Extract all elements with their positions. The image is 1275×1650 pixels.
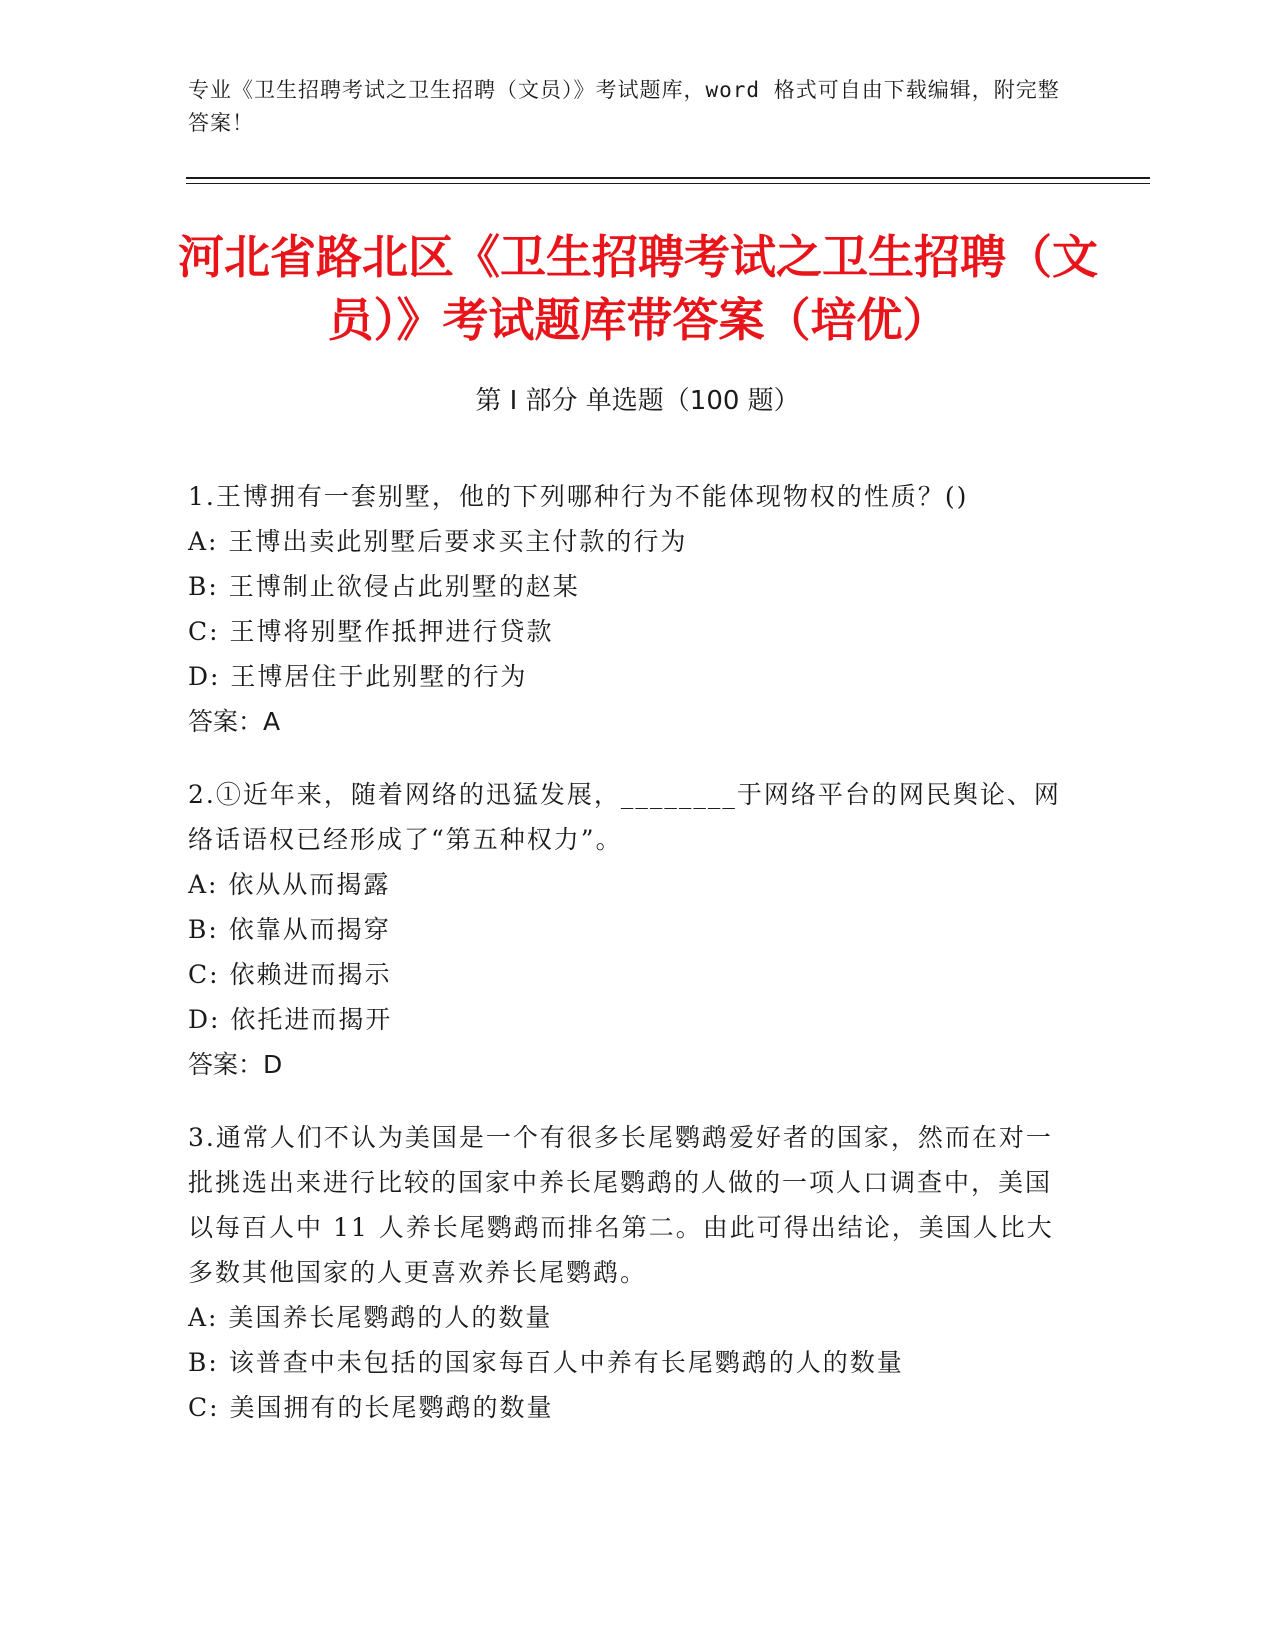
question-text: 1.王博拥有一套别墅，他的下列哪种行为不能体现物权的性质？()	[188, 482, 969, 511]
header-note: 专业《卫生招聘考试之卫生招聘（文员）》考试题库，word 格式可自由下载编辑，附完整答案！	[188, 78, 1060, 135]
option-b: B: 该普查中未包括的国家每百人中养有长尾鹦鹉的人的数量	[188, 1348, 904, 1377]
option-a: A: 王博出卖此别墅后要求买主付款的行为	[188, 527, 688, 556]
option-c: C: 美国拥有的长尾鹦鹉的数量	[188, 1393, 554, 1422]
option-b: B: 依靠从而揭穿	[188, 915, 391, 944]
document-title: 河北省路北区《卫生招聘考试之卫生招聘（文员）》考试题库带答案（培优）	[178, 230, 1098, 347]
question-text: 3.通常人们不认为美国是一个有很多长尾鹦鹉爱好者的国家，然而在对一批挑选出来进行比较的国家中养长尾鹦鹉的人做的一项人口调查中，美国以每百人中 11 人养长尾鹦鹉而排名第二。由此可得出结论，美国人比大多数其他国家的人更喜欢养长尾鹦鹉。	[188, 1123, 1054, 1287]
question-3	[188, 1115, 1068, 1430]
answer: 答案：A	[188, 707, 281, 736]
option-d: D: 王博居住于此别墅的行为	[188, 662, 528, 691]
option-d: D: 依托进而揭开	[188, 1005, 393, 1034]
header-rule-thick	[186, 177, 1150, 179]
question-2	[188, 772, 1068, 1087]
header-rule-thin	[186, 183, 1150, 184]
option-b: B: 王博制止欲侵占此别墅的赵某	[188, 572, 580, 601]
question-1	[188, 474, 1068, 744]
option-a: A: 美国养长尾鹦鹉的人的数量	[188, 1303, 553, 1332]
option-a: A: 依从从而揭露	[188, 870, 391, 899]
option-c: C: 依赖进而揭示	[188, 960, 392, 989]
answer: 答案：D	[188, 1050, 283, 1079]
question-text: 2.①近年来，随着网络的迅猛发展，________于网络平台的网民舆论、网络话语权已经形成了“第五种权力”。	[188, 780, 1061, 854]
question-list	[188, 474, 1068, 1458]
option-c: C: 王博将别墅作抵押进行贷款	[188, 617, 554, 646]
section-title: 第 I 部分 单选题（100 题）	[475, 386, 800, 416]
